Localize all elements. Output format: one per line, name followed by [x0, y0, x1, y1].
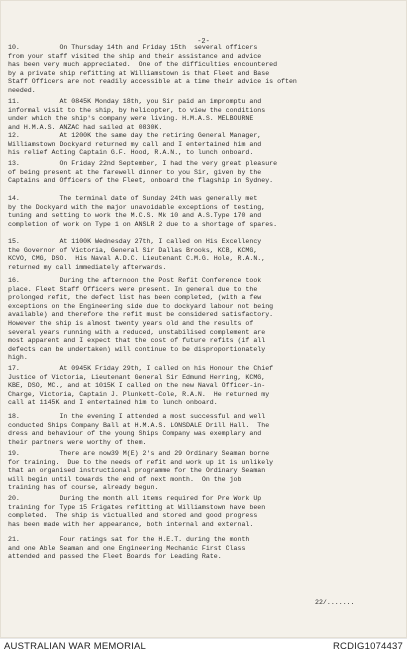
- paragraph-line: dress and behaviour of the young Ships Company was exemplary and: [8, 430, 262, 438]
- paragraph-line: 14. The terminal date of Sunday 24th was generally met: [8, 195, 258, 202]
- paragraph-13: [8, 160, 399, 186]
- paragraph-line: completion of work on Type 1 on ANSLR 2 due to a shortage of spares.: [8, 220, 278, 228]
- paragraph-16: [8, 277, 399, 363]
- paragraph-line: 12. At 1200K the same day the retiring General Manager,: [8, 132, 262, 139]
- paragraph-line: his relief Acting Captain G.F. Hood, R.A.N., to lunch onboard.: [8, 149, 254, 157]
- paragraph-line: conducted Ships Company Ball at H.M.A.S. LONSDALE Drill Hall. The: [8, 421, 270, 429]
- paragraph-line: Justice of Victoria, Lieutenant General Sir Edmund Herring, KCMG,: [8, 373, 266, 381]
- paragraph-line: needed.: [8, 86, 36, 94]
- paragraph-line: call at 1145K and I entertained him to lunch onboard.: [8, 399, 218, 407]
- paragraph-line: However the ship is almost twenty years old and the results of: [8, 319, 254, 327]
- paragraph-10: [8, 44, 399, 96]
- paragraph-line: completed. The ship is victualled and stored and good progress: [8, 512, 258, 520]
- paragraph-line: by a private ship refitting at Williamstown is that Fleet and Base: [8, 69, 270, 77]
- paragraph-line: training for Type 15 Frigates refitting at Williamstown have been: [8, 503, 266, 511]
- continuation-text: 22/.......: [315, 599, 355, 606]
- paragraph-line: informal visit to the ship, by helicopter, to view the conditions: [8, 106, 266, 114]
- paragraph-line: 18. In the evening I attended a most successful and well: [8, 413, 266, 420]
- archive-footer: [0, 638, 407, 654]
- paragraph-line: several years running with a reduced, unstabilised complement are: [8, 328, 266, 336]
- paragraph-line: 13. On Friday 22nd September, I had the very great pleasure: [8, 160, 278, 167]
- paragraph-line: attended and passed the Fleet Boards for Leading Rate.: [8, 553, 222, 561]
- paragraph-line: 19. There are now39 M(E) 2's and 29 Ordinary Seaman borne: [8, 450, 270, 457]
- paragraph-15: [8, 238, 399, 272]
- paragraph-line: that an organised instructional programme for the Ordinary Seaman: [8, 467, 266, 475]
- paragraph-line: under which the ship's company were living. H.M.A.S. MELBOURNE: [8, 115, 254, 123]
- paragraph-12: [8, 132, 399, 158]
- paragraph-line: has been made with her appearance, both internal and external.: [8, 520, 254, 528]
- paragraph-line: has been very much appreciated. One of the difficulties encountered: [8, 61, 278, 69]
- paragraph-line: most apparent and I expect that the cost of future refits (if all: [8, 337, 266, 345]
- paragraph-20: [8, 495, 399, 529]
- paragraph-line: tuning and setting to work the M.C.S. Mk 10 and A.S.Type 170 and: [8, 212, 262, 220]
- paragraph-line: 20. During the month all items required for Pre Work Up: [8, 495, 262, 502]
- paragraph-line: for training. Due to the needs of refit and work up it is unlikely: [8, 458, 274, 466]
- paragraph-line: place. Fleet Staff Officers were present. In general due to the: [8, 285, 258, 293]
- paragraph-line: prolonged refit, the defect list has been completed, (with a few: [8, 294, 262, 302]
- paragraph-line: of being present at the farewell dinner to you Sir, given by the: [8, 168, 262, 176]
- paragraph-line: 21. Four ratings sat for the H.E.T. during the month: [8, 536, 250, 543]
- paragraph-line: 15. At 1100K Wednesday 27th, I called on His Excellency: [8, 238, 262, 245]
- paragraph-line: KCVO, CMG, DSO. His Naval A.D.C. Lieutenant C.M.G. Hole, R.A.N.,: [8, 255, 266, 263]
- paragraph-line: 10. On Thursday 14th and Friday 15th several officers: [8, 44, 258, 51]
- paragraph-line: Staff Officers are not readily accessible at a time their advice is often: [8, 78, 297, 86]
- footer-id: RCDIG1074437: [333, 641, 403, 652]
- paragraph-line: KBE, DSO, MC., and at 1015K I called on the new Naval Officer-in-: [8, 382, 266, 390]
- paragraph-21: [8, 536, 399, 562]
- paragraph-line: high.: [8, 354, 28, 362]
- page-number: -2-: [197, 38, 210, 46]
- paragraph-line: the Governor of Victoria, General Sir Dallas Brooks, KCB, KCMG,: [8, 246, 258, 254]
- paragraph-line: Williamstown Dockyard returned my call and I entertained him and: [8, 140, 262, 148]
- paragraph-17: [8, 365, 399, 408]
- paragraph-line: returned my call immediately afterwards.: [8, 263, 167, 271]
- paragraph-line: Charge, Victoria, Captain J. Plunkett-Cole, R.A.N. He returned my: [8, 390, 270, 398]
- paragraph-line: available) and therefore the refit must be considered satisfactory.: [8, 311, 274, 319]
- paragraph-line: training has of course, already begun.: [8, 484, 159, 492]
- paragraph-line: 16. During the afternoon the Post Refit Conference took: [8, 277, 262, 284]
- paragraph-line: exceptions on the Engineering side due to dockyard labour not being: [8, 302, 274, 310]
- paragraph-11: [8, 98, 399, 132]
- paragraph-line: their partners were worthy of them.: [8, 438, 147, 446]
- footer-source: AUSTRALIAN WAR MEMORIAL: [4, 641, 147, 652]
- paragraph-19: [8, 450, 399, 493]
- paragraph-14: [8, 195, 399, 229]
- paragraph-line: Captains and Officers of the Fleet, onboard the flagship in Sydney.: [8, 177, 274, 185]
- paragraph-line: from your staff visited the ship and their assistance and advice: [8, 52, 262, 60]
- paragraph-line: defects can be undertaken) will continue to be disproportionately: [8, 345, 266, 353]
- paragraph-18: [8, 413, 399, 447]
- paragraph-line: and H.M.A.S. ANZAC had sailed at 0830K.: [8, 123, 163, 131]
- paragraph-line: by the Dockyard with the major unavoidable exceptions of testing,: [8, 203, 266, 211]
- paragraph-line: 17. At 0945K Friday 29th, I called on his Honour the Chief: [8, 365, 274, 372]
- continuation-marker: [0, 592, 407, 613]
- paragraph-line: 11. At 0845K Monday 18th, you Sir paid an impromptu and: [8, 98, 262, 105]
- paragraph-line: and one Able Seaman and one Engineering Mechanic First Class: [8, 544, 246, 552]
- paragraph-line: will begin until towards the end of next month. On the job: [8, 475, 242, 483]
